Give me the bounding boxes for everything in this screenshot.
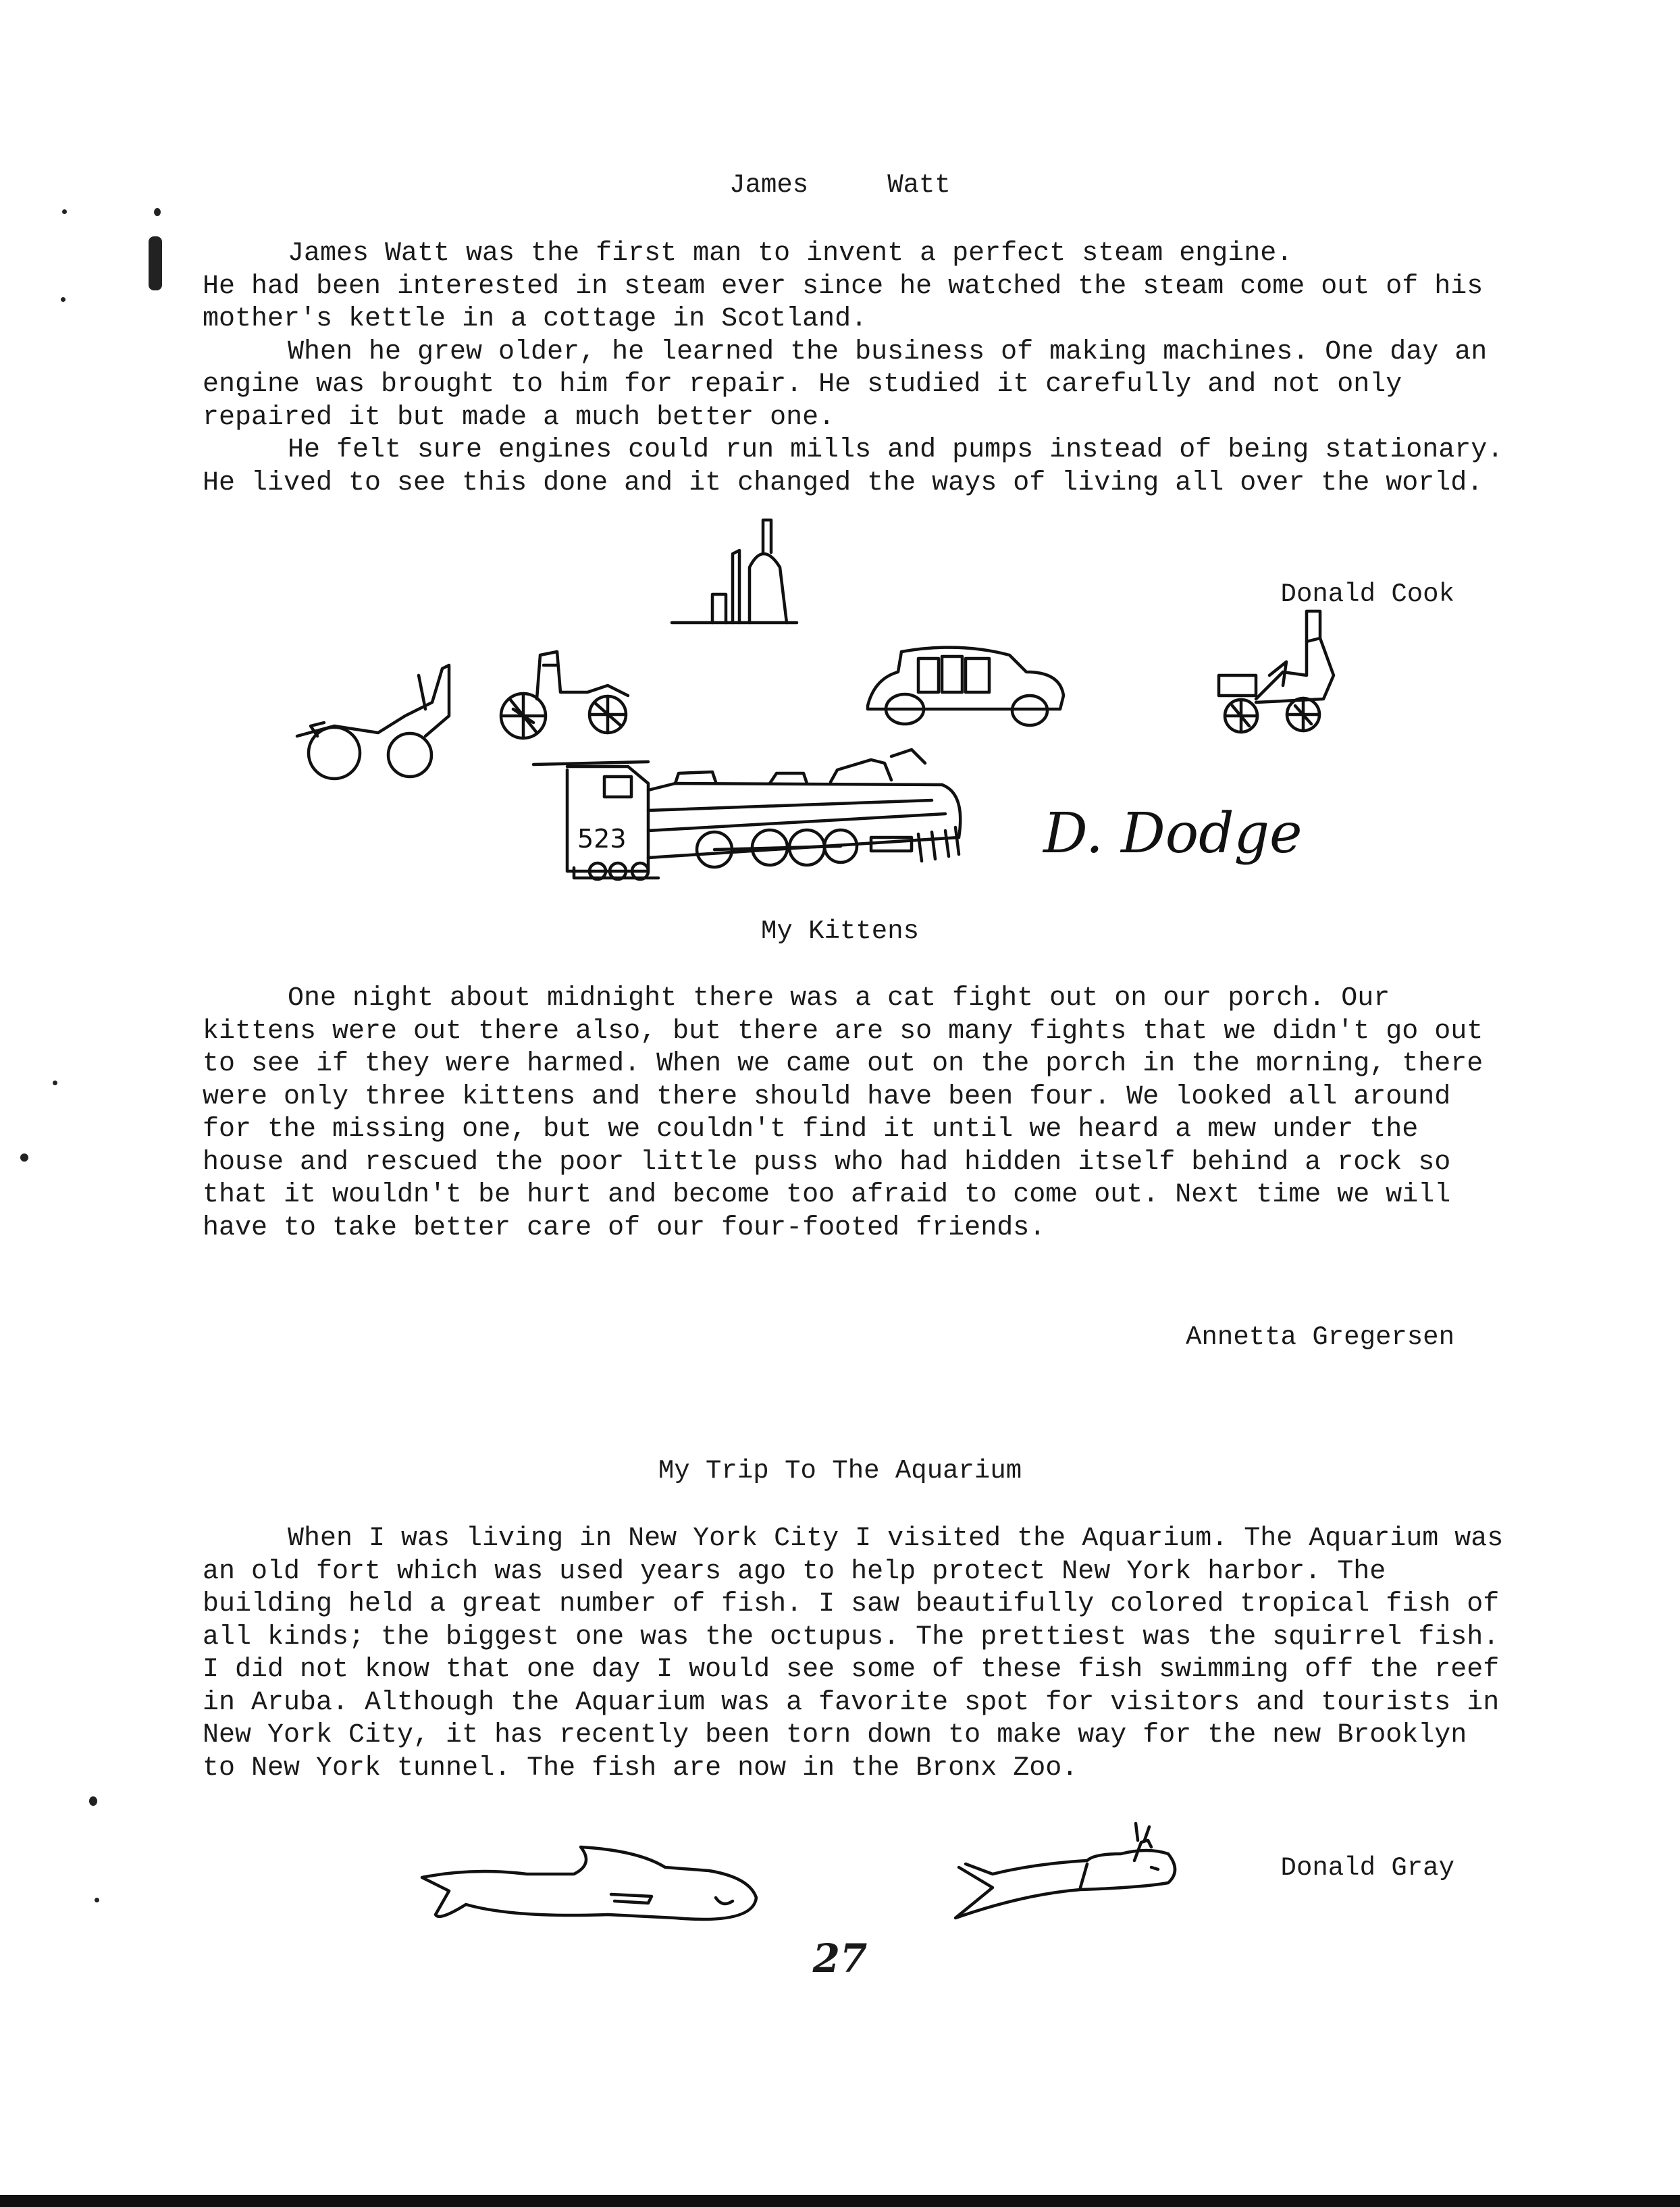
early-car-drawing xyxy=(501,652,628,738)
paragraph: When I was living in New York City I visited the Aquarium. The Aquarium was an old fort which was used years ago to help protect New York harbor. The building held a great number of fish. I saw beautifully colored tropical fish of all kinds; the biggest one was the octupus. The prettiest was the squirrel fish. I did not know that one day I would see some of these fish swimming off the reef in Aruba. Although the Aquarium was a favorite spot for visitors and tourists in New York City, it has recently been torn down to make way for the new Brooklyn to New York tunnel. The fish are now in the Bronx Zoo. xyxy=(203,1524,1504,1784)
scan-mark xyxy=(154,208,161,216)
sedan-car-drawing xyxy=(868,648,1064,725)
author-donald-gray: Donald Gray xyxy=(1280,1853,1454,1883)
page-number: 27 xyxy=(812,1936,868,1981)
scan-mark xyxy=(62,209,67,214)
locomotive-drawing xyxy=(533,750,960,879)
article-title-aquarium: My Trip To The Aquarium xyxy=(658,1456,1022,1486)
scan-edge xyxy=(0,2195,1680,2207)
paragraph: James Watt was the first man to invent a perfect steam engine. xyxy=(288,238,1293,269)
scan-mark xyxy=(20,1153,28,1162)
article-body-my-kittens xyxy=(203,983,1513,1245)
scan-mark xyxy=(53,1081,57,1085)
fish-drawing-right xyxy=(955,1823,1175,1918)
author-annetta-gregersen: Annetta Gregersen xyxy=(1186,1322,1454,1352)
article-title-james-watt: James Watt xyxy=(729,170,951,200)
article-title-my-kittens: My Kittens xyxy=(760,916,920,946)
scan-mark xyxy=(61,297,65,302)
article-body-aquarium xyxy=(203,1523,1513,1785)
paragraph: He felt sure engines could run mills and pumps instead of being stationary. He lived to see this done and it changed the ways of living all over the world. xyxy=(203,435,1504,498)
fish-drawing-left xyxy=(422,1847,756,1919)
author-donald-cook: Donald Cook xyxy=(1280,579,1454,609)
paragraph: When he grew older, he learned the business of making machines. One day an engine was brought to him for repair. He studied it carefully and not only repaired it but made a much better one. xyxy=(203,336,1488,433)
paragraph: One night about midnight there was a cat fight out on our porch. Our kittens were out there also, but there are so many fights that we didn't go out to see if they were harmed. When we came out on the porch in the morning, there were only three kittens and there should have been four. We looked all around for the missing one, but we couldn't find it until we heard a mew under the house and rescued the poor little puss who had hidden itself behind a rock so that it wouldn't be hurt and become too afraid to come out. Next time we will have to take better care of our four-footed friends. xyxy=(203,983,1484,1243)
steam-carriage-drawing xyxy=(1219,611,1334,732)
stationary-engine-drawing xyxy=(672,520,797,623)
scan-mark xyxy=(95,1898,99,1902)
drawing-signature: D. Dodge xyxy=(1043,802,1303,866)
scan-mark xyxy=(149,236,162,290)
scan-mark xyxy=(89,1796,97,1806)
tractor-drawing xyxy=(297,665,449,779)
paragraph: He had been interested in steam ever since he watched the steam come out of his mother's kettle in a cottage in Scotland. xyxy=(203,271,1484,334)
locomotive-number: 523 xyxy=(577,824,627,854)
